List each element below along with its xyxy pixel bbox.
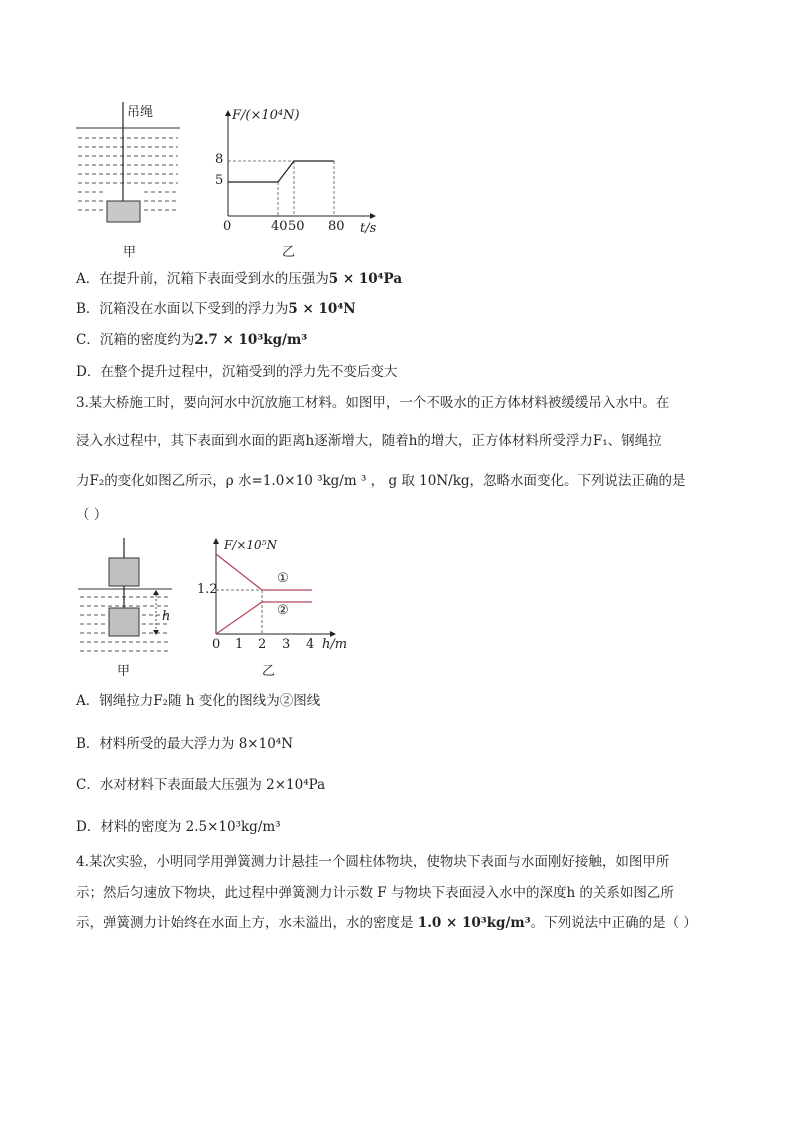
q3-stem-line3: 力F₂的变化如图乙所示，ρ 水=1.0×10 ³kg/m ³ ， g 取 10N/kg，忽略水面变化。下列说法正确的是 — [76, 473, 686, 489]
q3-option-a[interactable]: A．钢绳拉力F₂随 h 变化的图线为②图线 — [76, 693, 321, 709]
q3-option-b[interactable]: B．材料所受的最大浮力为 8×10⁴N — [76, 736, 294, 752]
graph1-origin: 0 — [223, 219, 232, 234]
graph1-x-axis-label: t/s — [360, 221, 377, 236]
figure-cube-lowering — [76, 536, 176, 654]
graph1-x-tick-80: 80 — [328, 219, 345, 234]
graph1-y-tick-8: 8 — [215, 152, 224, 167]
q3-stem-line1: 3.某大桥施工时，要向河水中沉放施工材料。如图甲，一个不吸水的正方体材料被缓缓吊入水中。在 — [76, 395, 670, 411]
graph1-x-tick-40: 40 — [271, 219, 288, 234]
graph1-x-tick-50: 50 — [288, 219, 305, 234]
q2-option-d[interactable]: D．在整个提升过程中，沉箱受到的浮力先不变后变大 — [76, 364, 398, 380]
q2-option-b[interactable]: B．沉箱没在水面以下受到的浮力为5 × 10⁴N — [76, 301, 356, 317]
curve-1 — [216, 554, 312, 590]
figure1-left-caption: 甲 — [123, 245, 137, 260]
graph2-x-axis-label: h/m — [322, 637, 348, 652]
q3-stem-line2: 浸入水过程中，其下表面到水面的距离h逐渐增大，随着h的增大，正方体材料所受浮力F₁、钢绳拉 — [76, 433, 662, 449]
graph2-x-tick-0: 0 — [212, 637, 221, 652]
graph2-x-tick-2: 2 — [258, 637, 267, 652]
cube-depth-label: h — [162, 609, 171, 624]
q4-stem-line1: 4.某次实验，小明同学用弹簧测力计悬挂一个圆柱体物块，使物块下表面与水面刚好接触，如图甲所 — [76, 854, 670, 870]
q3-option-c[interactable]: C．水对材料下表面最大压强为 2×10⁴Pa — [76, 777, 326, 793]
figure-force-depth-graph — [200, 536, 350, 646]
graph2-curve1-label: ① — [277, 571, 289, 586]
graph2-curve2-label: ② — [277, 603, 289, 618]
figure2-right-caption: 乙 — [262, 664, 276, 679]
graph2-x-tick-4: 4 — [306, 637, 315, 652]
graph1-y-tick-5: 5 — [215, 173, 224, 188]
q4-stem-line2: 示；然后匀速放下物块，此过程中弹簧测力计示数 F 与物块下表面浸入水中的深度h 的关系如图乙所 — [76, 885, 674, 901]
graph2-x-tick-3: 3 — [282, 637, 291, 652]
graph1-y-axis-label: F/(×10⁴N) — [232, 108, 300, 123]
graph2-x-tick-1: 1 — [235, 637, 244, 652]
figure2-left-caption: 甲 — [117, 664, 131, 679]
q4-stem-line3: 示，弹簧测力计始终在水面上方，水未溢出，水的密度是 1.0 × 10³kg/m³。下列说法中正确的是（ ） — [76, 915, 697, 931]
q2-option-a[interactable]: A．在提升前，沉箱下表面受到水的压强为5 × 10⁴Pa — [76, 271, 403, 287]
figure1-right-caption: 乙 — [282, 245, 296, 260]
q2-option-c[interactable]: C．沉箱的密度约为2.7 × 10³kg/m³ — [76, 332, 308, 348]
graph2-y-axis-label: F/×10⁵N — [224, 538, 278, 552]
figure-force-time-graph — [212, 106, 382, 236]
q3-stem-line4: （ ） — [76, 507, 108, 523]
graph2-y-tick-1-2: 1.2 — [197, 582, 218, 597]
curve-2 — [216, 602, 312, 634]
q3-option-d[interactable]: D．材料的密度为 2.5×10³kg/m³ — [76, 819, 281, 835]
rope-label: 吊绳 — [127, 105, 154, 120]
